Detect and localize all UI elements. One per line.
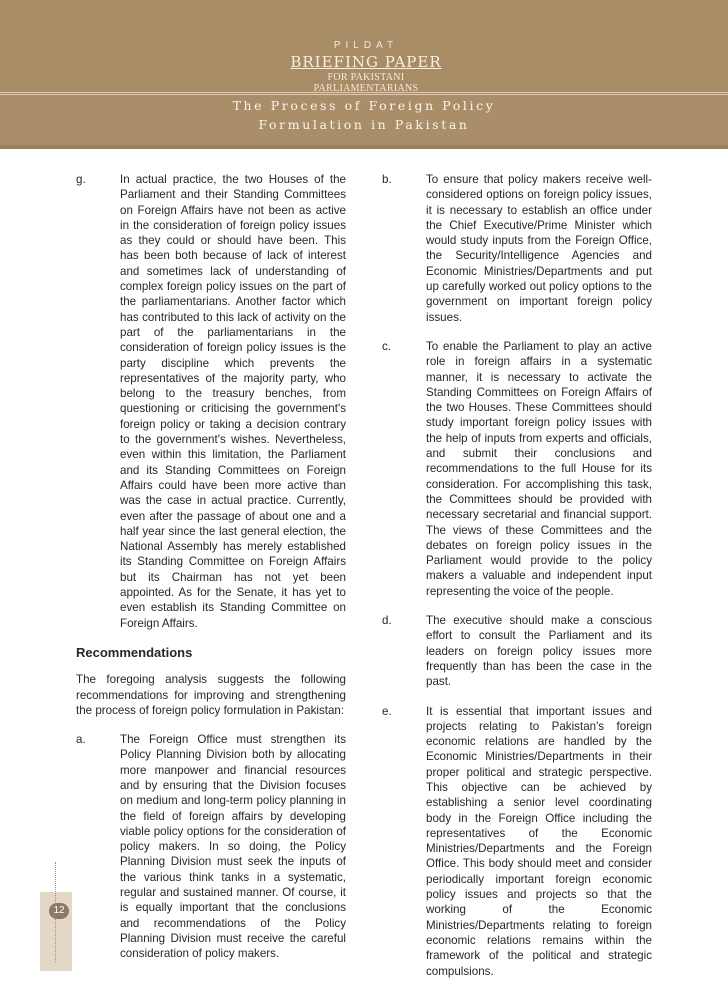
- item-text: To enable the Parliament to play an active role in foreign affairs in a systematic manner, it is necessary to activate the Standing Committees on Foreign Affairs of the two Houses. These Committees should study important foreign policy issues with the help of inputs from experts and officials, and submit their conclusions and recommendations to the full House for its consideration. For accomplishing this task, the Committees should be provided with necessary secretarial and financial support. The views of these Committees and the debates on foreign policy issues in the Parliament would provide to the policy makers a valuable and independent input representing the voice of the people.: [426, 339, 652, 598]
- list-item-b: [382, 172, 652, 325]
- right-column: [382, 172, 652, 989]
- list-item-c: [382, 339, 652, 599]
- page-header: [0, 0, 728, 145]
- page-number: 12: [49, 903, 69, 919]
- list-item-d: [382, 613, 652, 689]
- left-column: [76, 172, 346, 972]
- item-text: To ensure that policy makers receive well-considered options on foreign policy issues, it is necessary to establish an office under the Chief Executive/Prime Minister which would study inputs from the Foreign Office, the Security/Intelligence Agencies and Economic Ministries/Departments and put up carefully worked out policy options to the government on important foreign policy issues.: [426, 173, 652, 324]
- list-item-a: [76, 732, 346, 961]
- brand-block: [276, 40, 456, 94]
- brand-subtitle: FOR PAKISTANI PARLIAMENTARIANS: [313, 72, 419, 94]
- item-text: It is essential that important issues and projects relating to Pakistan's foreign economic relations are handled by the Economic Ministries/Departments in their proper political and strategic perspective. This objective can be achieved by establishing a senior level coordinating body in the Foreign Office including the representatives of the Economic Ministries/Departments and the Foreign Office. This body should meet and consider periodically important foreign economic policy issues and projects so that the working of the Economic Ministries/Departments relating to foreign economic relations remains within the framework of the political and strategic compulsions.: [426, 704, 652, 978]
- recommendations-intro: The foregoing analysis suggests the following recommendations for improving and strengthening the process of foreign policy formulation in Pakistan:: [76, 673, 346, 717]
- item-marker: g.: [76, 173, 86, 186]
- item-text: The Foreign Office must strengthen its Policy Planning Division both by allocating more manpower and financial resources and by ensuring that the Division focuses on medium and long-term policy planning in the field of foreign affairs by developing viable policy options for the consideration of policy makers. In so doing, the Policy Planning Division must seek the inputs of the various think tanks in a systematic, regular and sustained manner. Of course, it is equally important that the conclusions and recommendations of the Policy Planning Division must receive the careful consideration of policy makers.: [120, 733, 346, 961]
- item-text: In actual practice, the two Houses of the Parliament and their Standing Committees on Foreign Affairs have not been as active in the consideration of foreign policy issues as they could or should have been. This has been both because of lack of interest and sometimes lack of understanding of complex foreign policy issues on the part of the parliamentarians. Another factor which has contributed to this lack of activity on the part of the parliamentarians in the consideration of foreign policy issues is the party discipline which prevents the representatives of the majority party, who belong to the treasury benches, from questioning or criticising the government's foreign policy or taking a decision contrary to the government's wishes. Nevertheless, even within this limitation, the Parliament and its Standing Committees on Foreign Affairs could have been more active than was the case in actual practice. Currently, even after the passage of about one and a half year since the last general election, the National Assembly has merely established its Standing Committee on Foreign Affairs but its Chairman has not yet been appointed. As for the Senate, it has yet to even establish its Standing Committee on Foreign Affairs.: [120, 173, 346, 630]
- item-marker: b.: [382, 173, 392, 186]
- item-marker: e.: [382, 704, 392, 718]
- item-text: The executive should make a conscious effort to consult the Parliament and its leaders on foreign policy issues more frequently than has been the case in the past.: [426, 614, 652, 689]
- document-title-line1: The Process of Foreign Policy: [232, 98, 496, 113]
- header-divider-lower: [0, 94, 728, 95]
- briefing-paper-title: BRIEFING PAPER: [290, 53, 442, 71]
- list-item-g: [76, 172, 346, 631]
- document-title: [0, 96, 728, 134]
- item-marker: a.: [76, 733, 86, 747]
- brand-name: PILDAT: [333, 40, 399, 51]
- item-marker: d.: [382, 614, 392, 628]
- item-marker: c.: [382, 339, 392, 353]
- document-title-line2: Formulation in Pakistan: [258, 117, 470, 132]
- list-item-e: [382, 704, 652, 979]
- recommendations-heading: Recommendations: [76, 644, 193, 660]
- header-bottom-border: [0, 145, 728, 149]
